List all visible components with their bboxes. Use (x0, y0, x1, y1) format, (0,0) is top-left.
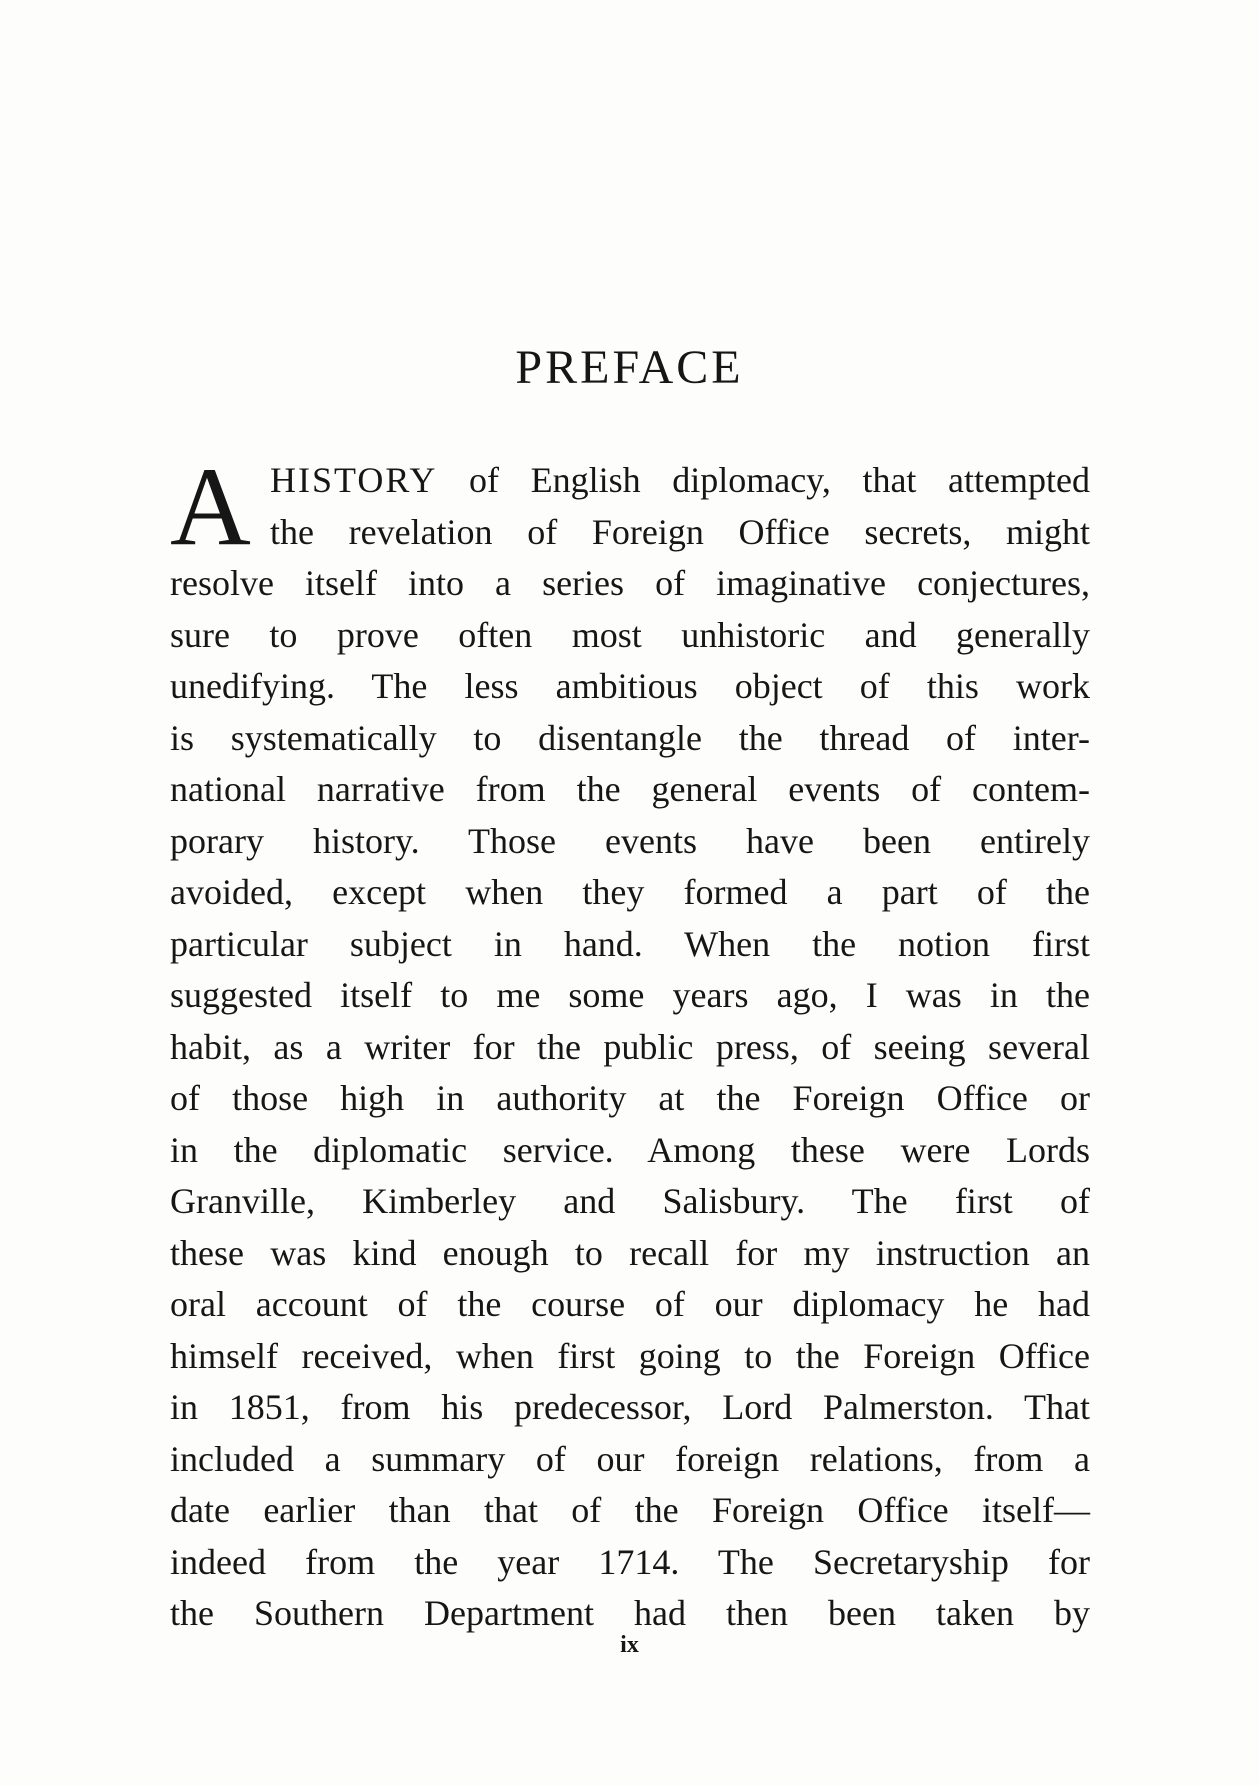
text-line-18: himself received, when first going to the Foreign Office (170, 1335, 1090, 1376)
text-line-10: particular subject in hand. When the notion first (170, 923, 1090, 964)
text-line-3: resolve itself into a series of imaginative conjectures, (170, 563, 1090, 603)
text-line-23: the Southern Department had then been taken by (170, 1593, 1090, 1633)
text-line-21: date earlier than that of the Foreign Office itself— (170, 1490, 1090, 1530)
text-line-12: habit, as a writer for the public press, of seeing several (170, 1026, 1090, 1067)
text-line-11: suggested itself to me some years ago, I was in the (170, 975, 1090, 1015)
text-line-17: oral account of the course of our diplomacy he had (170, 1284, 1090, 1324)
text-line-13: of those high in authority at the Foreign Office or (170, 1078, 1090, 1118)
page-title: PREFACE (515, 341, 744, 394)
text-line-19: in 1851, from his predecessor, Lord Palmerston. That (170, 1387, 1090, 1427)
text-line-2: the revelation of Foreign Office secrets, might (270, 511, 1090, 552)
text-line-4: sure to prove often most unhistoric and generally (170, 614, 1090, 655)
preface-body (170, 445, 1090, 1640)
text-line-16: these was kind enough to recall for my instruction an (170, 1232, 1090, 1273)
text-line-9: avoided, except when they formed a part of the (170, 872, 1090, 912)
page-number: ix (620, 1632, 639, 1658)
first-word: HISTORY (270, 460, 438, 500)
line-text: of English diplomacy, that attempted (437, 460, 1090, 500)
text-line-15: Granville, Kimberley and Salisbury. The first of (170, 1181, 1090, 1221)
text-line-8: porary history. Those events have been entirely (170, 820, 1090, 861)
text-line-6: is systematically to disentangle the thread of inter- (170, 717, 1090, 758)
text-line-20: included a summary of our foreign relations, from a (170, 1438, 1090, 1479)
text-line-5: unedifying. The less ambitious object of this work (170, 666, 1090, 706)
text-line-22: indeed from the year 1714. The Secretaryship for (170, 1541, 1090, 1582)
drop-cap: A (170, 445, 251, 569)
text-line-14: in the diplomatic service. Among these were Lords (170, 1129, 1090, 1170)
text-line-7: national narrative from the general events of contem- (170, 769, 1090, 809)
